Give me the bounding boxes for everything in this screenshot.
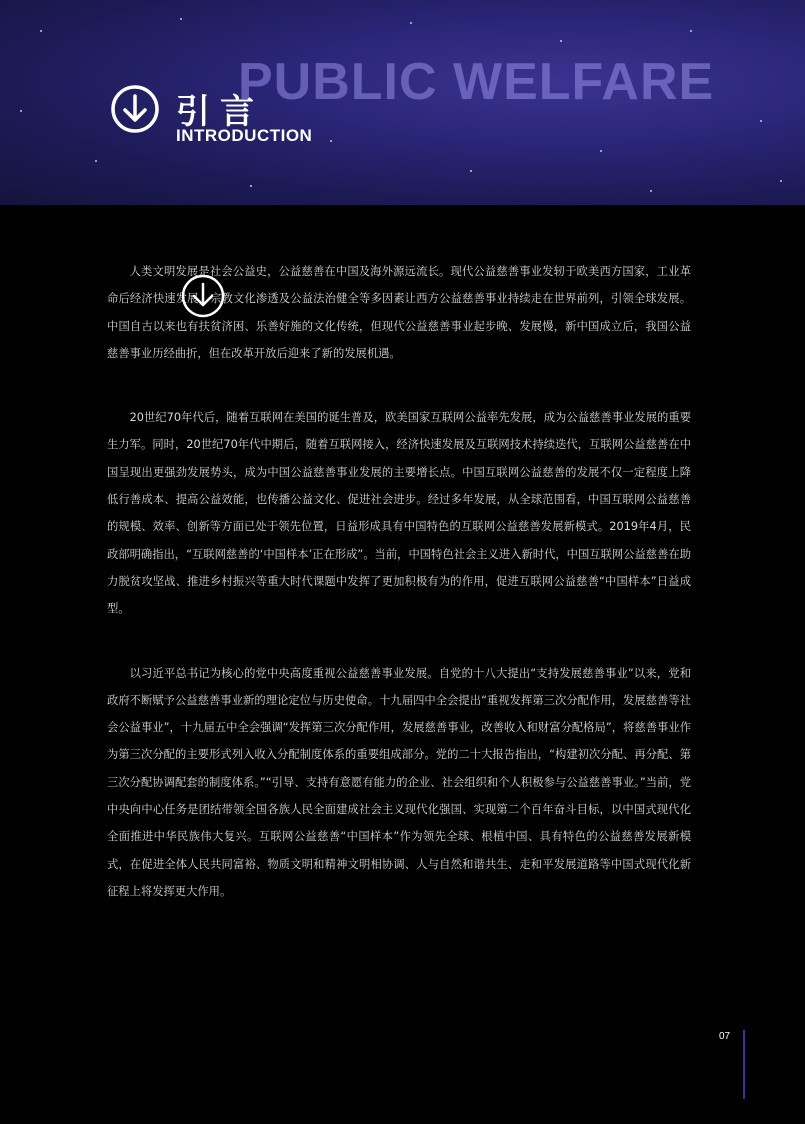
paragraph-2: 20世纪70年代后，随着互联网在美国的诞生普及，欧美国家互联网公益率先发展，成为公益慈善事业发展的重要生力军。同时，20世纪70年代中期后，随着互联网接入，经济快速发展及互联网技术持续迭代，互联网公益慈善在中国呈现出更强劲发展势头，成为中国公益慈善事业发展的主要增长点。中国互联网公益慈善的发展不仅一定程度上降低行善成本、提高公益效能，也传播公益文化、促进社会进步。经过多年发展，从全球范围看，中国互联网公益慈善的规模、效率、创新等方面已处于领先位置，日益形成具有中国特色的互联网公益慈善发展新模式。2019年4月，民政部明确指出，“互联网慈善的‘中国样本’正在形成”。当前，中国特色社会主义进入新时代，中国互联网公益慈善在助力脱贫攻坚战、推进乡村振兴等重大时代课题中发挥了更加积极有为的作用，促进互联网公益慈善“中国样本”日益成型。 bbox=[107, 411, 691, 616]
section-title-en: INTRODUCTION bbox=[176, 126, 313, 145]
section-title-cn: 引言 bbox=[176, 92, 264, 132]
decorative-arc bbox=[0, 1060, 6, 1120]
page-divider bbox=[743, 1030, 745, 1099]
arrow-down-circle-overlay-icon bbox=[177, 270, 229, 322]
header-banner bbox=[0, 0, 805, 205]
background-title: PUBLIC WELFARE bbox=[238, 53, 715, 111]
paragraph-1: 人类文明发展是社会公益史，公益慈善在中国及海外源远流长。现代公益慈善事业发轫于欧美西方国家，工业革命后经济快速发展，宗教文化渗透及公益法治健全等多因素让西方公益慈善事业持续走在世界前列，引领全球发展。中国自古以来也有扶贫济困、乐善好施的文化传统，但现代公益慈善事业起步晚、发展慢，新中国成立后，我国公益慈善事业历经曲折，但在改革开放后迎来了新的发展机遇。 bbox=[107, 265, 691, 360]
body-text bbox=[107, 258, 691, 942]
arrow-down-circle-icon bbox=[110, 84, 160, 134]
paragraph-3: 以习近平总书记为核心的党中央高度重视公益慈善事业发展。自党的十八大提出“支持发展慈善事业”以来，党和政府不断赋予公益慈善事业新的理论定位与历史使命。十九届四中全会提出“重视发挥第三次分配作用，发展慈善等社会公益事业”，十九届五中全会强调“发挥第三次分配作用，发展慈善事业，改善收入和财富分配格局”，将慈善事业作为第三次分配的主要形式列入收入分配制度体系的重要组成部分。党的二十大报告指出，“构建初次分配、再分配、第三次分配协调配套的制度体系。”“引导、支持有意愿有能力的企业、社会组织和个人积极参与公益慈善事业。”当前，党中央向中心任务是团结带领全国各族人民全面建成社会主义现代化强国、实现第二个百年奋斗目标，以中国式现代化全面推进中华民族伟大复兴。互联网公益慈善“中国样本”作为领先全球、根植中国、具有特色的公益慈善发展新模式，在促进全体人民共同富裕、物质文明和精神文明相协调、人与自然和谐共生、走和平发展道路等中国式现代化新征程上将发挥更大作用。 bbox=[107, 666, 691, 898]
page-number: 07 bbox=[719, 1031, 731, 1042]
